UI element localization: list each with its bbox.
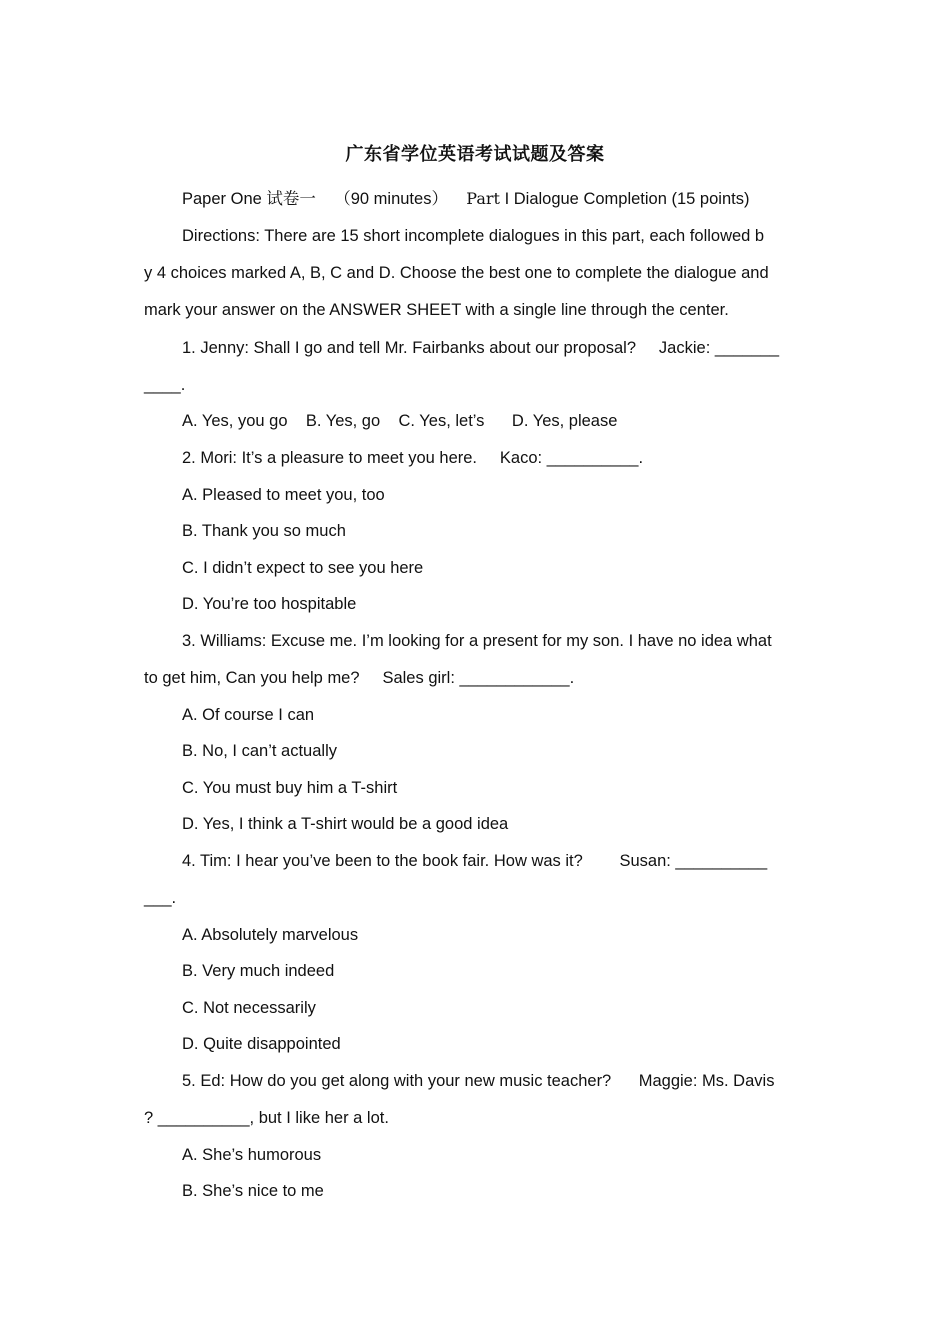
q4-option-b: B. Very much indeed <box>182 962 335 980</box>
q4-option-c: C. Not necessarily <box>182 999 316 1017</box>
time-label: （90 minutes） <box>334 190 448 208</box>
q3-option-d: D. Yes, I think a T-shirt would be a good idea <box>182 815 509 833</box>
q3-option-c: C. You must buy him a T-shirt <box>182 779 398 797</box>
part-word: Part <box>466 189 500 208</box>
q4-stem-cont: ___. <box>144 889 177 907</box>
q4-option-a: A. Absolutely marvelous <box>182 926 359 944</box>
q1-stem-cont: ____. <box>144 376 186 394</box>
q5-option-b: B. She’s nice to me <box>182 1182 324 1200</box>
q2-option-a: A. Pleased to meet you, too <box>182 486 385 504</box>
q2-option-b: B. Thank you so much <box>182 522 346 540</box>
document-title: 广东省学位英语考试试题及答案 <box>345 144 605 165</box>
q5-option-a: A. She’s humorous <box>182 1146 322 1164</box>
q3-stem-cont: to get him, Can you help me? Sales girl: ____________. <box>144 669 575 687</box>
paper-label: Paper One 试卷一 <box>182 190 316 208</box>
q2-stem: 2. Mori: It’s a pleasure to meet you here. Kaco: __________. <box>182 449 644 467</box>
directions-line-2: y 4 choices marked A, B, C and D. Choose the best one to complete the dialogue and <box>144 264 769 282</box>
part-title: I Dialogue Completion (15 points) <box>504 190 750 208</box>
q1-options: A. Yes, you go B. Yes, go C. Yes, let’s D. Yes, please <box>182 412 618 430</box>
q2-option-d: D. You’re too hospitable <box>182 595 357 613</box>
q3-option-b: B. No, I can’t actually <box>182 742 337 760</box>
q4-option-d: D. Quite disappointed <box>182 1035 341 1053</box>
q1-stem: 1. Jenny: Shall I go and tell Mr. Fairbanks about our proposal? Jackie: _______ <box>182 339 780 357</box>
q5-stem-cont: ? __________, but I like her a lot. <box>144 1109 389 1127</box>
directions-line-1: Directions: There are 15 short incomplete dialogues in this part, each followed b <box>182 227 765 245</box>
q3-option-a: A. Of course I can <box>182 706 315 724</box>
q2-option-c: C. I didn’t expect to see you here <box>182 559 424 577</box>
paper-header-line <box>182 188 842 210</box>
directions-line-3: mark your answer on the ANSWER SHEET with a single line through the center. <box>144 301 729 319</box>
q5-stem: 5. Ed: How do you get along with your new music teacher? Maggie: Ms. Davis <box>182 1072 775 1090</box>
q4-stem: 4. Tim: I hear you’ve been to the book fair. How was it? Susan: __________ <box>182 852 768 870</box>
q3-stem: 3. Williams: Excuse me. I’m looking for a present for my son. I have no idea what <box>182 632 772 650</box>
